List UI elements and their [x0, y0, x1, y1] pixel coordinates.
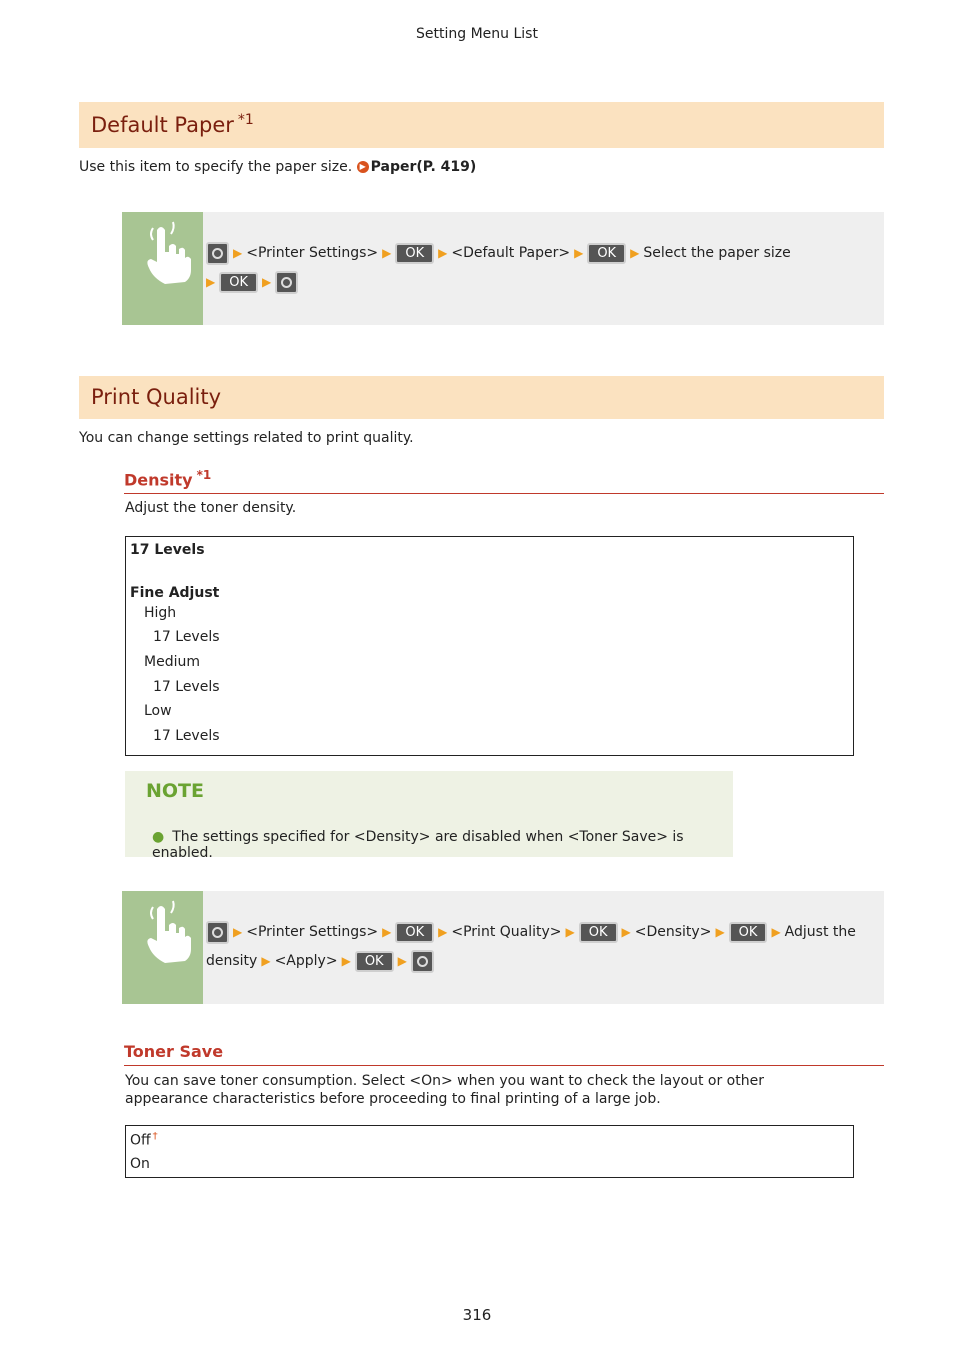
arrow-icon: ▶ — [206, 275, 216, 289]
arrow-icon: ▶ — [574, 246, 584, 260]
page-number: 316 — [462, 1306, 492, 1324]
option-off — [130, 1131, 158, 1149]
off-label: Off — [130, 1132, 151, 1149]
default-marker: † — [152, 1131, 158, 1142]
arrow-icon: ▶ — [341, 954, 351, 968]
step-printer-settings: <Printer Settings> — [246, 245, 379, 261]
default-paper-operation-box — [122, 212, 884, 325]
medium-label: Medium — [144, 654, 200, 670]
ok-button-icon: OK — [729, 922, 768, 943]
hand-pointer-icon-panel — [122, 891, 203, 1004]
footnote-marker: *1 — [237, 112, 254, 128]
menu-button-icon — [275, 271, 298, 294]
arrow-icon: ▶ — [233, 246, 243, 260]
print-quality-title: Print Quality — [91, 385, 222, 409]
step-adjust-density: density — [206, 953, 258, 969]
menu-button-icon — [206, 921, 229, 944]
menu-button-icon — [206, 242, 229, 265]
operation-steps — [206, 239, 876, 297]
step-density: <Density> — [634, 924, 712, 940]
arrow-icon: ▶ — [565, 925, 575, 939]
arrow-icon: ▶ — [621, 925, 631, 939]
note-item — [152, 829, 733, 861]
step-apply: <Apply> — [274, 953, 338, 969]
levels-label: 17 Levels — [130, 542, 205, 558]
step-print-quality: <Print Quality> — [451, 924, 562, 940]
density-description: Adjust the toner density. — [125, 500, 297, 516]
hand-pointer-icon — [122, 891, 203, 1004]
fine-adjust-label: Fine Adjust — [130, 585, 220, 601]
density-settings-table — [125, 536, 854, 756]
note-text: The settings specified for <Density> are disabled when <Toner Save> is enabled. — [152, 829, 684, 861]
arrow-icon: ▶ — [262, 275, 272, 289]
running-header: Setting Menu List — [416, 26, 538, 42]
medium-levels: 17 Levels — [153, 679, 220, 695]
section-print-quality-band — [79, 376, 884, 419]
hand-pointer-icon-panel — [122, 212, 203, 325]
note-title: NOTE — [146, 780, 204, 802]
ok-button-icon: OK — [579, 922, 618, 943]
note-box — [125, 771, 733, 861]
arrow-icon: ▶ — [261, 954, 271, 968]
ok-button-icon: OK — [395, 243, 434, 264]
arrow-icon: ▶ — [233, 925, 243, 939]
step-printer-settings: <Printer Settings> — [246, 924, 379, 940]
arrow-icon: ▶ — [630, 246, 640, 260]
density-heading — [124, 468, 884, 494]
ok-button-icon: OK — [395, 922, 434, 943]
print-quality-description: You can change settings related to print quality. — [79, 430, 414, 446]
arrow-icon: ▶ — [397, 954, 407, 968]
toner-save-heading — [124, 1042, 884, 1066]
arrow-icon: ▶ — [715, 925, 725, 939]
low-levels: 17 Levels — [153, 728, 220, 744]
toner-save-title: Toner Save — [124, 1042, 224, 1061]
step-adjust-the: Adjust the — [784, 924, 856, 940]
density-operation-box — [122, 891, 884, 1004]
operation-steps — [206, 918, 876, 976]
paper-link[interactable]: Paper(P. 419) — [370, 159, 477, 175]
default-paper-title: Default Paper — [91, 113, 234, 137]
section-title — [91, 112, 254, 137]
section-default-paper-band — [79, 102, 884, 148]
density-title: Density — [124, 470, 193, 490]
menu-button-icon — [411, 950, 434, 973]
on-label: On — [130, 1156, 150, 1172]
high-label: High — [144, 605, 177, 621]
step-default-paper: <Default Paper> — [451, 245, 571, 261]
step-select-paper-size: Select the paper size — [643, 245, 791, 261]
arrow-icon: ▶ — [771, 925, 781, 939]
arrow-icon: ▶ — [382, 246, 392, 260]
low-label: Low — [144, 703, 172, 719]
hand-pointer-icon — [122, 212, 203, 325]
bullet-icon: ● — [152, 829, 165, 845]
arrow-icon: ▶ — [382, 925, 392, 939]
footnote-marker: *1 — [196, 468, 212, 482]
toner-save-settings-table — [125, 1125, 854, 1178]
default-paper-description — [79, 159, 476, 175]
arrow-icon: ▶ — [438, 925, 448, 939]
link-arrow-icon: ▶ — [357, 161, 369, 173]
ok-button-icon: OK — [587, 243, 626, 264]
ok-button-icon: OK — [355, 951, 394, 972]
high-levels: 17 Levels — [153, 629, 220, 645]
description-text: Use this item to specify the paper size. — [79, 159, 353, 175]
arrow-icon: ▶ — [438, 246, 448, 260]
toner-save-description: You can save toner consumption. Select <On> when you want to check the layout or other appearance characteristics before proceeding to final printing of a large job. — [125, 1073, 764, 1107]
ok-button-icon: OK — [219, 272, 258, 293]
